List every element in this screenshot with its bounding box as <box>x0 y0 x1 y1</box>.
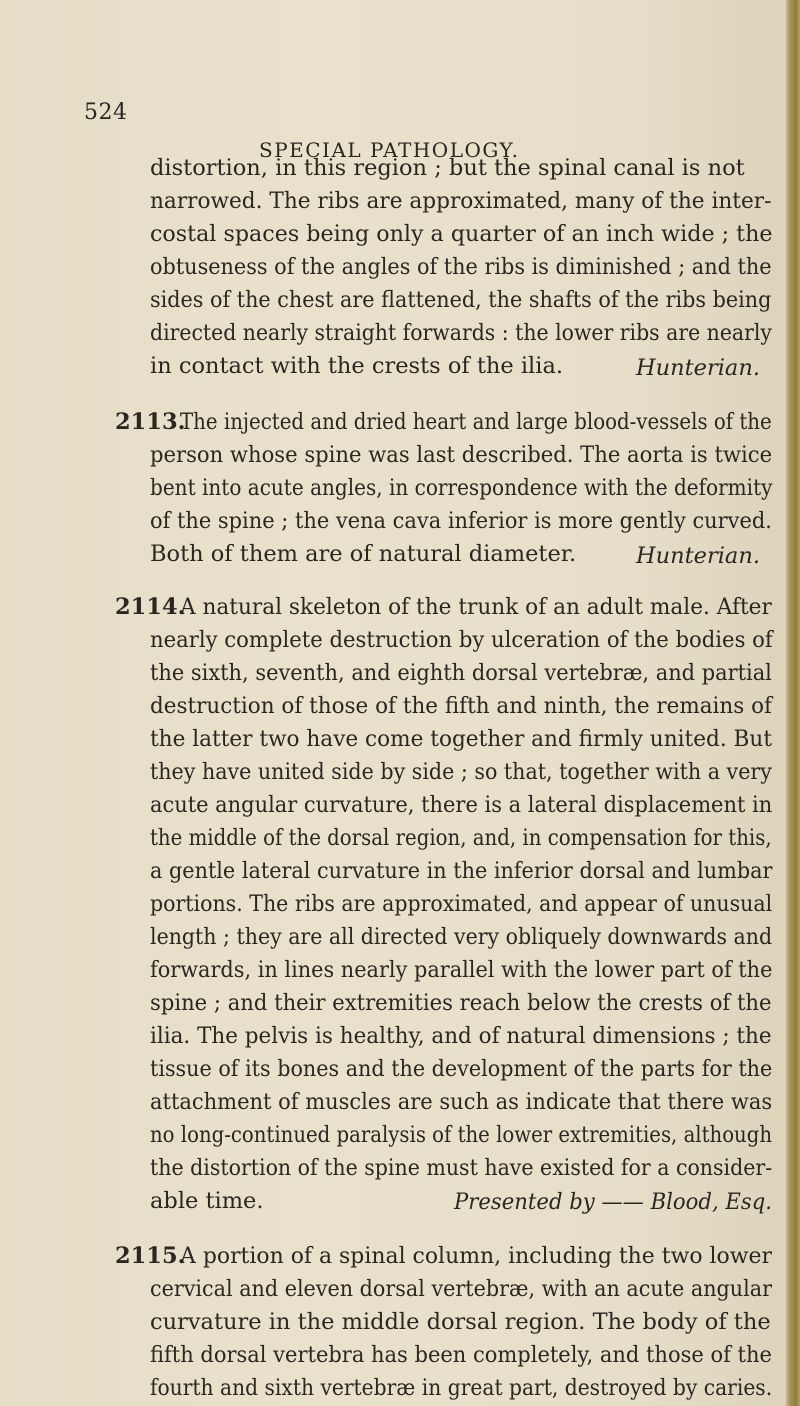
text-line: destruction of those of the fifth and ninth, the remains of <box>150 693 773 719</box>
running-head: SPECIAL PATHOLOGY. <box>259 138 520 162</box>
text-line: spine ; and their extremities reach below the crests of the <box>150 990 772 1016</box>
text-line: attachment of muscles are such as indicate that there was <box>150 1089 773 1115</box>
text-line: Both of them are of natural diameter. <box>150 541 577 567</box>
text-line: of the spine ; the vena cava inferior is more gently curved. <box>150 508 772 534</box>
text-line: directed nearly straight forwards : the lower ribs are nearly <box>150 320 772 346</box>
page-number: 524 <box>84 100 128 125</box>
text-line: no long-continued paralysis of the lower extremities, although <box>150 1122 773 1148</box>
text-line: curvature in the middle dorsal region. The body of the <box>150 1309 771 1335</box>
text-line: costal spaces being only a quarter of an inch wide ; the <box>150 221 773 247</box>
text-line: sides of the chest are flattened, the shafts of the ribs being <box>150 287 772 313</box>
text-line: obtuseness of the angles of the ribs is diminished ; and the <box>150 254 772 280</box>
text-line: person whose spine was last described. The aorta is twice <box>150 442 773 468</box>
text-line: the latter two have come together and firmly united. But <box>150 726 773 752</box>
text-line: tissue of its bones and the development of the parts for the <box>150 1056 773 1082</box>
text-line: in contact with the crests of the ilia. <box>150 353 564 379</box>
entry-number: 2114. <box>115 594 186 620</box>
text-line: A natural skeleton of the trunk of an adult male. After <box>180 594 772 620</box>
text-line: the sixth, seventh, and eighth dorsal vertebræ, and partial <box>150 660 772 686</box>
text-line: portions. The ribs are approximated, and appear of unusual <box>150 891 773 917</box>
text-line: cervical and eleven dorsal vertebræ, with an acute angular <box>150 1276 772 1302</box>
catalogue-signature: Presented by —— Blood, Esq. <box>454 1189 773 1215</box>
text-line: forwards, in lines nearly parallel with the lower part of the <box>150 957 773 983</box>
text-line: narrowed. The ribs are approximated, many of the inter- <box>150 188 772 214</box>
text-line: length ; they are all directed very obliquely downwards and <box>150 924 773 950</box>
text-line: fourth and sixth vertebræ in great part, destroyed by caries. <box>150 1375 773 1401</box>
page-edge <box>786 0 800 1406</box>
text-line: nearly complete destruction by ulceration of the bodies of <box>150 627 773 653</box>
text-line: distortion, in this region ; but the spinal canal is not <box>150 155 745 181</box>
text-line: the middle of the dorsal region, and, in compensation for this, <box>150 825 772 851</box>
text-line: acute angular curvature, there is a lateral displacement in <box>150 792 773 818</box>
text-line: the distortion of the spine must have existed for a consider- <box>150 1155 773 1181</box>
text-line: bent into acute angles, in correspondence with the deformity <box>150 475 773 501</box>
text-line: fifth dorsal vertebra has been completely, and those of the <box>150 1342 772 1368</box>
text-line: A portion of a spinal column, including the two lower <box>180 1243 773 1269</box>
text-line: ilia. The pelvis is healthy, and of natural dimensions ; the <box>150 1023 772 1049</box>
text-line: The injected and dried heart and large blood-vessels of the <box>180 409 772 435</box>
text-line: able time. <box>150 1188 264 1214</box>
text-line: they have united side by side ; so that, together with a very <box>150 759 772 785</box>
text-line: a gentle lateral curvature in the inferior dorsal and lumbar <box>150 858 773 884</box>
catalogue-signature: Hunterian. <box>636 355 760 381</box>
catalogue-signature: Hunterian. <box>636 543 760 569</box>
entry-number: 2113. <box>115 409 186 435</box>
entry-number: 2115. <box>115 1243 186 1269</box>
